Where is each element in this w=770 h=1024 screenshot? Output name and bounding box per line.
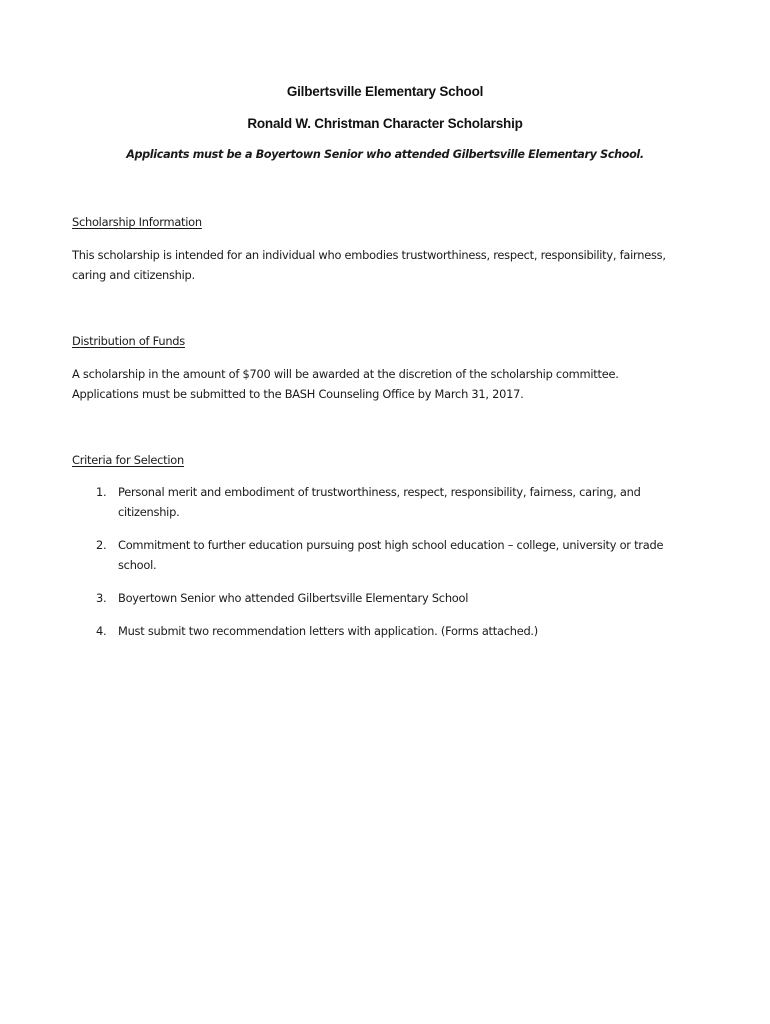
list-item-number: 1. xyxy=(96,485,107,499)
funds-deadline-line: Applications must be submitted to the BASH Counseling Office by March 31, 2017. xyxy=(72,387,524,401)
funds-amount-line: A scholarship in the amount of $700 will be awarded at the discretion of the scholarship committee. xyxy=(72,367,619,381)
list-item xyxy=(72,621,702,641)
distribution-of-funds-heading: Distribution of Funds xyxy=(72,334,185,348)
list-item-number: 2. xyxy=(96,538,107,552)
list-item-text: Personal merit and embodiment of trustworthiness, respect, responsibility, fairness, caring, and citizenship. xyxy=(118,485,641,519)
school-name-title: Gilbertsville Elementary School xyxy=(286,84,484,99)
list-item-text: Must submit two recommendation letters with application. (Forms attached.) xyxy=(118,624,538,638)
list-item-text: Commitment to further education pursuing post high school education – college, university or trade school. xyxy=(118,538,664,572)
scholarship-information-text: This scholarship is intended for an individual who embodies trustworthiness, respect, responsibility, fairness, caring and citizenship. xyxy=(72,248,666,282)
list-item xyxy=(72,588,702,608)
eligibility-note: Applicants must be a Boyertown Senior who attended Gilbertsville Elementary School. xyxy=(126,148,644,161)
list-item-number: 3. xyxy=(96,591,107,605)
distribution-of-funds-text xyxy=(72,364,702,404)
criteria-heading: Criteria for Selection xyxy=(72,453,184,467)
list-item xyxy=(72,535,702,575)
criteria-list xyxy=(72,482,702,654)
scholarship-information-heading: Scholarship Information xyxy=(72,215,202,229)
list-item-text: Boyertown Senior who attended Gilbertsville Elementary School xyxy=(118,591,469,605)
list-item-number: 4. xyxy=(96,624,107,638)
list-item xyxy=(72,482,702,522)
scholarship-title: Ronald W. Christman Character Scholarship xyxy=(247,116,523,131)
